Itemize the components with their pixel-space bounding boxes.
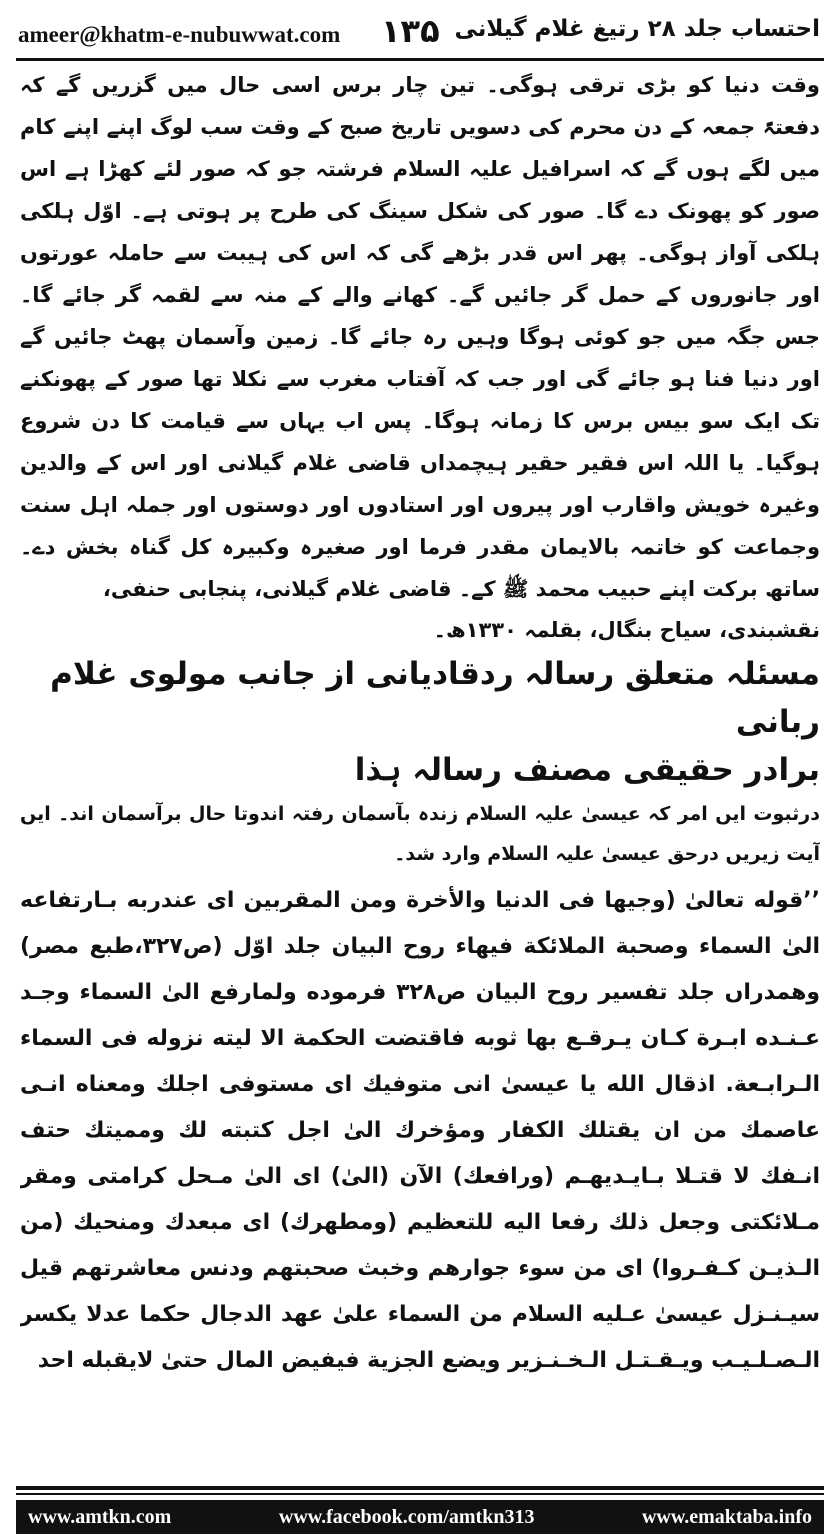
section-heading-line1: مسئلہ متعلق رسالہ ردقادیانی از جانب مولوی غلام ربانی [50,656,820,740]
body-paragraph: وقت دنیا کو بڑی ترقی ہوگی۔ تین چار برس اسی حال میں گزریں گے کہ دفعتہً جمعہ کے دن محرم کی دسویں تاریخ صبح کے وقت سب لوگ اپنے اپنے کام میں لگے ہوں گے کہ اسرافیل علیہ السلام فرشتہ جو کہ صور لئے کھڑا ہے اس صور کو پھونک دے گا۔ صور کی شکل سینگ کی طرح پر ہوتی ہے۔ اوّل ہلکی ہلکی آواز ہوگی۔ پھر اس قدر بڑھے گی کہ اس کی ہیبت سے حاملہ عورتوں اور جانوروں کے حمل گر جائیں گے۔ کھانے والے کے منہ سے لقمہ گر جائے گا۔ جس جگہ میں جو کوئی ہوگا وہیں رہ جائے گا۔ زمین وآسمان پھٹ جائیں گے اور دنیا فنا ہو جائے گی اور جب کہ آفتاب مغرب سے نکلا تھا صور کے پھونکنے تک ایک سو بیس برس کا زمانہ ہوگا۔ پس اب یہاں سے قیامت کا دن شروع ہوگیا۔ یا اللہ اس فقیر حقیر ہیچمداں قاضی غلام گیلانی اور اس کے والدین وغیرہ خویش واقارب اور پیروں اور استادوں اور دوستوں اور جملہ اہل سنت وجماعت کو خاتمہ بالایمان مقدر فرما اور صغیرہ وکبیرہ کل گناہ بخش دے۔ ساتھ برکت اپنے حبیب محمد ﷺ کے۔ قاضی غلام گیلانی، پنجابی حنفی، [20,73,820,601]
page-content [20,64,820,1482]
arabic-quotation: ’’قوله تعالىٰ (وجيها فى الدنيا والأخرة ومن المقربين اى عندربه بـارتفاعه الىٰ السماء وصحبة الملائكة فيهاء روح البيان جلد اوّل (ص۳۲۷،طبع مصر) وهمدراں جلد تفسير روح البيان ص۳۲۸ فرموده ولمارفع الىٰ السماء وجـد عـنـده ابـرة كـان يـرقـع بها ثوبه فاقتضت الحكمة الا ليته نزوله فى السماء الـرابـعة. اذقال الله يا عيسىٰ انى متوفيك اى مستوفى اجلك ومعناه انـى عاصمك من ان يقتلك الكفار ومؤخرك الىٰ اجل كتبته لك ومميتك حتف انـفك لا قتـلا بـايـديهـم (ورافعك) الآن (الىٰ) اى الىٰ مـحل كرامتى ومقر مـلائكتى وجعل ذلك رفعا اليه للتعظيم (ومطهرك) اى مبعدك ومنحيك (من الـذيـن كـفـروا) اى من سوء جوارهم وخبث صحبتهم ودنس معاشرتهم قيل سيـنـزل عيسىٰ عـليه السلام من السماء علىٰ عهد الدجال حكما عدلا يكسر الـصـلـيـب ويـقـتـل الـخـنـزير ويضع الجزية فيفيض المال حتىٰ لايقبله احد [20,888,820,1373]
signature-line: نقشبندی، سیاح بنگال، بقلمہ ۱۳۳۰ھ۔ [433,618,820,642]
header-email: ameer@khatm-e-nubuwwat.com [18,22,341,47]
footer-link-facebook[interactable]: www.facebook.com/amtkn313 [278,1505,535,1528]
section-heading-line2: برادر حقیقی مصنف رسالہ ہذا [354,752,820,788]
section-intro: درثبوت ایں امر کہ عیسیٰ علیہ السلام زندہ بآسمان رفتہ اندوتا حال برآسمان اند۔ ایں آیت زیریں درحق عیسیٰ علیہ السلام وارد شد۔ [20,803,820,865]
footer-link-amtkn[interactable]: www.amtkn.com [28,1505,172,1528]
page-number: ۱۳۵ [381,12,440,50]
page-header [16,6,824,56]
running-title: احتساب جلد ۲۸ رتیغ غلام گیلانی [454,16,820,42]
footer-rule-thin [16,1493,824,1495]
page-footer [16,1500,824,1534]
footer-link-emaktaba[interactable]: www.emaktaba.info [641,1505,812,1528]
footer-rule-thick [16,1486,824,1490]
header-rule [16,58,824,61]
